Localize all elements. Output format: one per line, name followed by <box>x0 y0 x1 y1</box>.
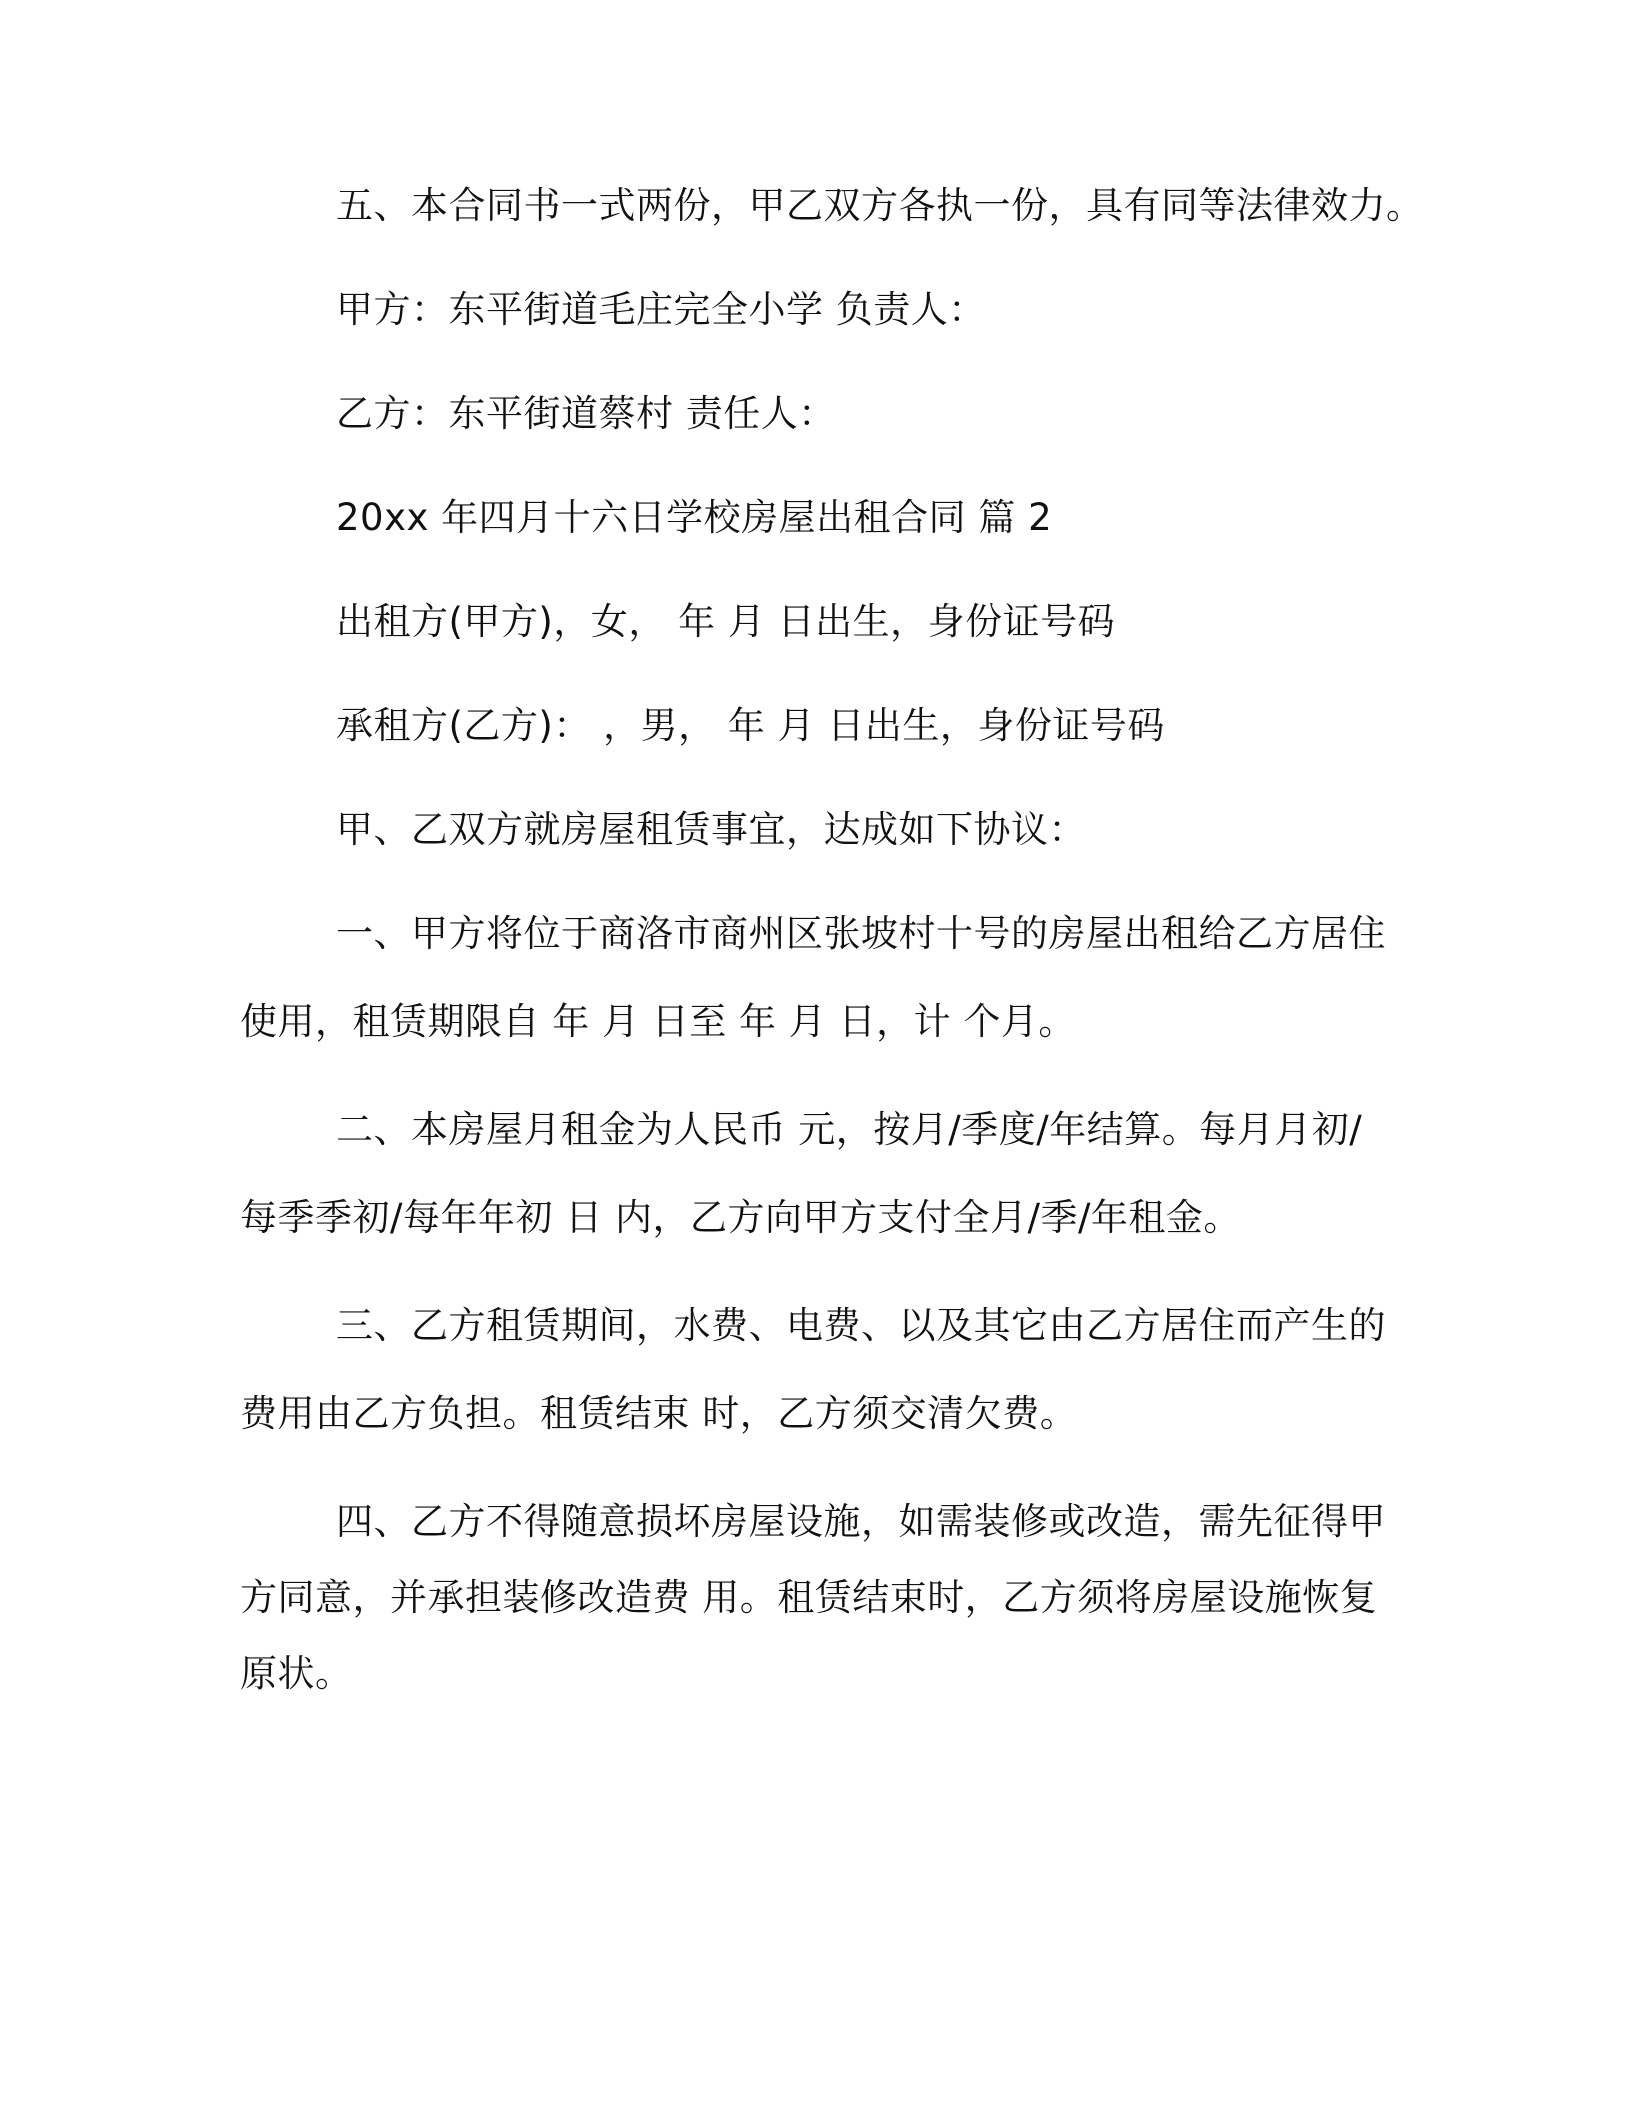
clause-two <box>240 1108 1380 1240</box>
clause-four-line-1: 四、乙方不得随意损坏房屋设施，如需装修或改造，需先征得甲 <box>336 1500 1386 1543</box>
agreement-intro-line: 甲、乙双方就房屋租赁事宜，达成如下协议： <box>336 808 1086 851</box>
lessee-info-line: 承租方(乙方)： ，男， 年 月 日出生，身份证号码 <box>336 704 1165 747</box>
clause-one-line-1: 一、甲方将位于商洛市商州区张坡村十号的房屋出租给乙方居住 <box>336 912 1386 955</box>
contract-date-title: 20xx 年四月十六日学校房屋出租合同 篇 2 <box>336 496 1053 539</box>
clause-four <box>240 1500 1386 1696</box>
clause-two-line-2: 每季季初/每年年初 日 内，乙方向甲方支付全月/季/年租金。 <box>240 1196 1241 1239</box>
clause-four-line-3: 原状。 <box>240 1652 353 1695</box>
clause-three-line-2: 费用由乙方负担。租赁结束 时，乙方须交清欠费。 <box>240 1392 1078 1435</box>
party-a-signature-line: 甲方：东平街道毛庄完全小学 负责人： <box>336 288 986 331</box>
clause-one-line-2: 使用，租赁期限自 年 月 日至 年 月 日，计 个月。 <box>240 1000 1076 1043</box>
clause-five-line: 五、本合同书一式两份，甲乙双方各执一份，具有同等法律效力。 <box>336 184 1424 227</box>
document-body <box>240 184 1424 1696</box>
clause-four-line-2: 方同意，并承担装修改造费 用。租赁结束时，乙方须将房屋设施恢复 <box>240 1576 1378 1619</box>
clause-two-line-1: 二、本房屋月租金为人民币 元，按月/季度/年结算。每月月初/ <box>336 1108 1363 1151</box>
clause-one <box>240 912 1386 1044</box>
clause-three <box>240 1304 1386 1436</box>
lessor-info-line: 出租方(甲方)，女， 年 月 日出生，身份证号码 <box>336 600 1116 643</box>
party-b-signature-line: 乙方：东平街道蔡村 责任人： <box>336 392 836 435</box>
clause-three-line-1: 三、乙方租赁期间，水费、电费、以及其它由乙方居住而产生的 <box>336 1304 1386 1347</box>
